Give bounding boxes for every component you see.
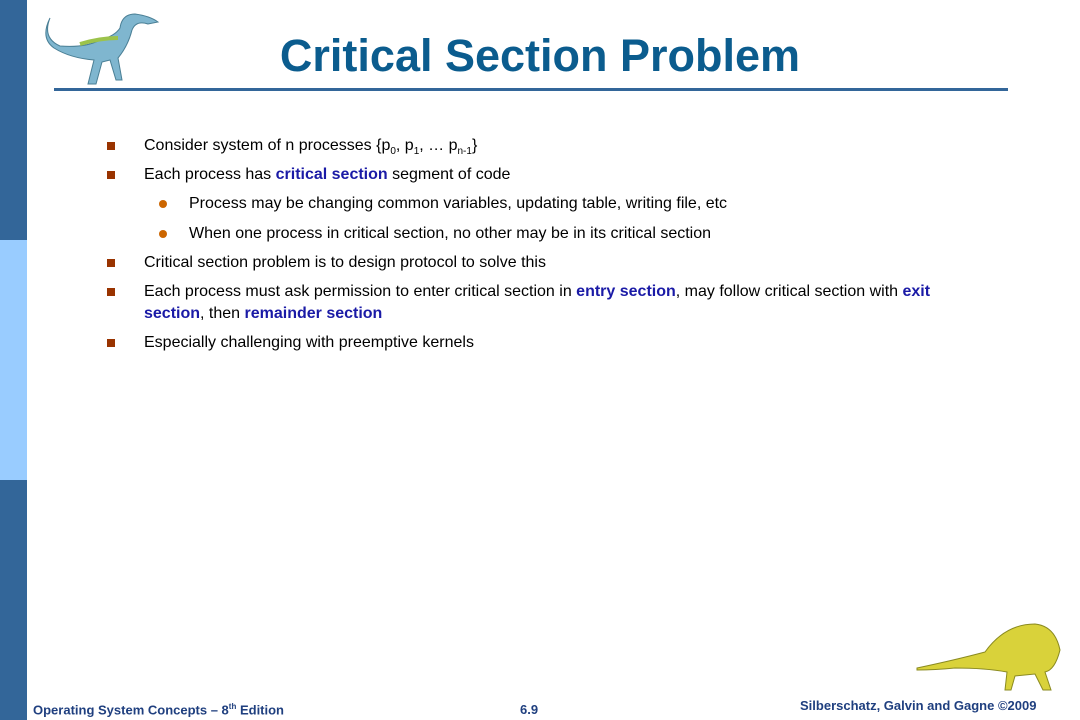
sub-bullet-exclusion: When one process in critical section, no other may be in its critical section [189, 225, 712, 242]
footer-book-title: Operating System Concepts – 8th Edition [33, 702, 285, 718]
dinosaur-logo-icon [40, 8, 165, 88]
footer-authors: Silberschatz, Galvin and Gagne ©2009 [800, 698, 1037, 713]
bullet-dot-icon [159, 230, 167, 238]
bullet-square-icon [107, 339, 115, 347]
dinosaur-footer-icon [915, 620, 1065, 692]
bullet-preemptive: Especially challenging with preemptive kernels [144, 334, 474, 351]
title-underline [54, 88, 1008, 91]
bullet-processes: Consider system of n processes {$p_0$, $p_1$, … $p_{n-1}$} [144, 137, 478, 158]
bullet-square-icon [107, 259, 115, 267]
bullet-square-icon [107, 142, 115, 150]
sidebar-band-middle [0, 240, 27, 480]
bullet-dot-icon [159, 200, 167, 208]
bullet-critical-section: Each process has critical section segment of code [144, 166, 511, 183]
slide-title: Critical Section Problem [279, 30, 801, 81]
bullet-square-icon [107, 288, 115, 296]
bullet-sections: Each process must ask permission to enter critical section in entry section, may follow critical section with exit section, then remainder section [144, 283, 931, 322]
bullet-protocol: Critical section problem is to design protocol to solve this [144, 254, 546, 271]
bullet-square-icon [107, 171, 115, 179]
sub-bullet-variables: Process may be changing common variables, updating table, writing file, etc [189, 195, 728, 212]
sidebar-band-top [0, 0, 27, 240]
footer-page-number: 6.9 [520, 702, 539, 717]
sidebar-band-bottom [0, 480, 27, 720]
